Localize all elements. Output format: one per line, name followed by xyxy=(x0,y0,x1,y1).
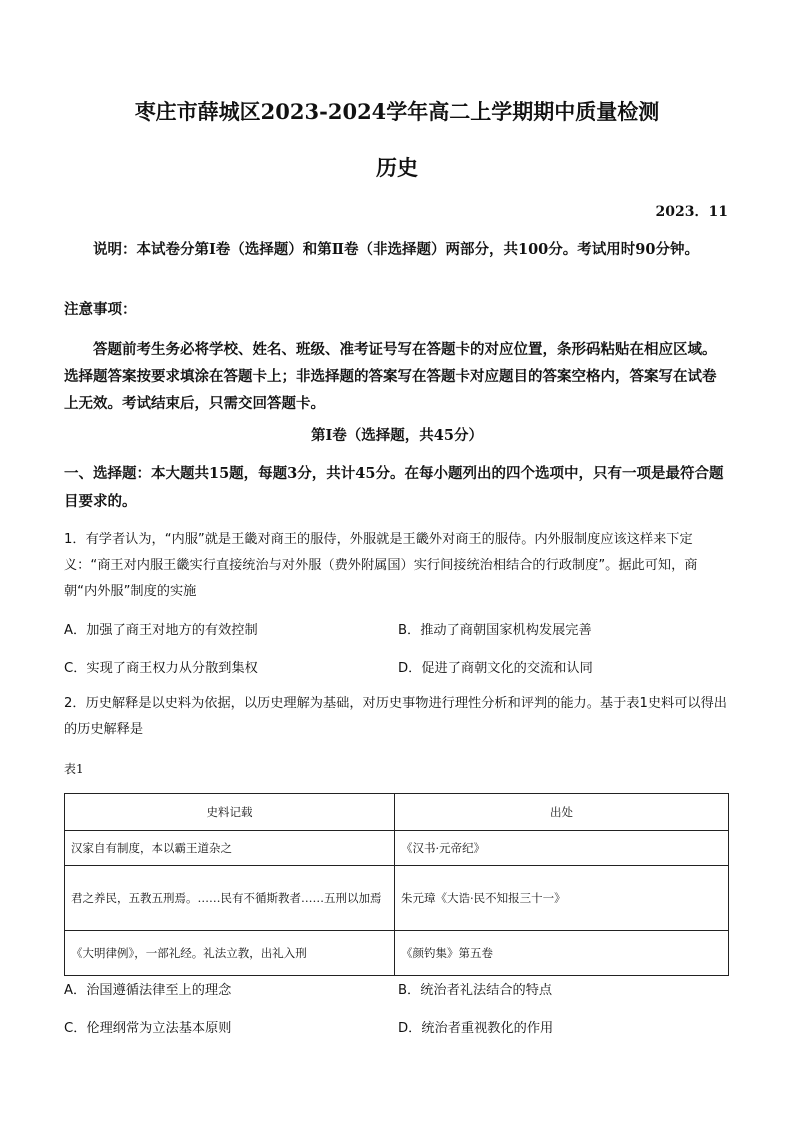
source-table xyxy=(64,793,729,976)
question-2-option-d: D．统治者重视教化的作用 xyxy=(398,1021,554,1036)
table-cell: 朱元璋《大诰·民不知报三十一》 xyxy=(395,866,729,931)
table-cell: 《汉书·元帝纪》 xyxy=(395,831,729,866)
table-cell: 《大明律例》，一部礼经。礼法立教，出礼入刑 xyxy=(65,931,395,976)
table-row xyxy=(65,831,729,866)
table-row xyxy=(65,866,729,931)
question-1-option-c: C．实现了商王权力从分散到集权 xyxy=(64,661,258,676)
question-2-option-c: C．伦理纲常为立法基本原则 xyxy=(64,1021,232,1036)
notice-heading: 注意事项： xyxy=(64,301,137,318)
question-1-option-d: D．促进了商朝文化的交流和认同 xyxy=(398,661,593,676)
question-1-option-b: B．推动了商朝国家机构发展完善 xyxy=(398,623,592,638)
notice-text: 答题前考生务必将学校、姓名、班级、准考证号写在答题卡的对应位置，条形码粘贴在相应区域。选择题答案按要求填涂在答题卡上；非选择题的答案写在答题卡对应题目的答案空格内，答案写在试卷上无效。考试结束后，只需交回答题卡。 xyxy=(64,341,717,412)
question-2-option-a: A．治国遵循法律至上的理念 xyxy=(64,983,232,998)
table-row xyxy=(65,931,729,976)
question-2-option-b: B．统治者礼法结合的特点 xyxy=(398,983,553,998)
exam-description: 说明：本试卷分第Ⅰ卷（选择题）和第Ⅱ卷（非选择题）两部分，共100分。考试用时90分钟。 xyxy=(93,241,699,258)
exam-title: 枣庄市薛城区2023-2024学年高二上学期期中质量检测 xyxy=(134,99,660,124)
part1-instructions: 一、选择题：本大题共15题，每题3分，共计45分。在每小题列出的四个选项中，只有一项是最符合题目要求的。 xyxy=(64,465,724,510)
question-2-stem: 2．历史解释是以史料为依据，以历史理解为基础，对历史事物进行理性分析和评判的能力。基于表1史料可以得出的历史解释是 xyxy=(64,696,727,737)
table-header-record: 史料记载 xyxy=(65,794,395,831)
table-cell: 《颜钓集》第五卷 xyxy=(395,931,729,976)
table-caption: 表1 xyxy=(64,762,84,776)
subject-title: 历史 xyxy=(376,155,418,180)
table-cell: 君之养民，五教五刑焉。……民有不循斯教者……五刑以加焉 xyxy=(65,866,395,931)
table-cell: 汉家自有制度，本以霸王道杂之 xyxy=(65,831,395,866)
table-header-source: 出处 xyxy=(395,794,729,831)
question-1-option-a: A．加强了商王对地方的有效控制 xyxy=(64,623,258,638)
question-1-stem: 1．有学者认为，“内服”就是王畿对商王的服侍，外服就是王畿外对商王的服侍。内外服制度应该这样来下定义：“商王对内服王畿实行直接统治与对外服（费外附属国）实行间接统治相结合的行政制度”。据此可知，商朝“内外服”制度的实施 xyxy=(64,532,698,599)
section-title: 第Ⅰ卷（选择题，共45分） xyxy=(311,427,483,444)
exam-date: 2023．11 xyxy=(655,204,728,220)
